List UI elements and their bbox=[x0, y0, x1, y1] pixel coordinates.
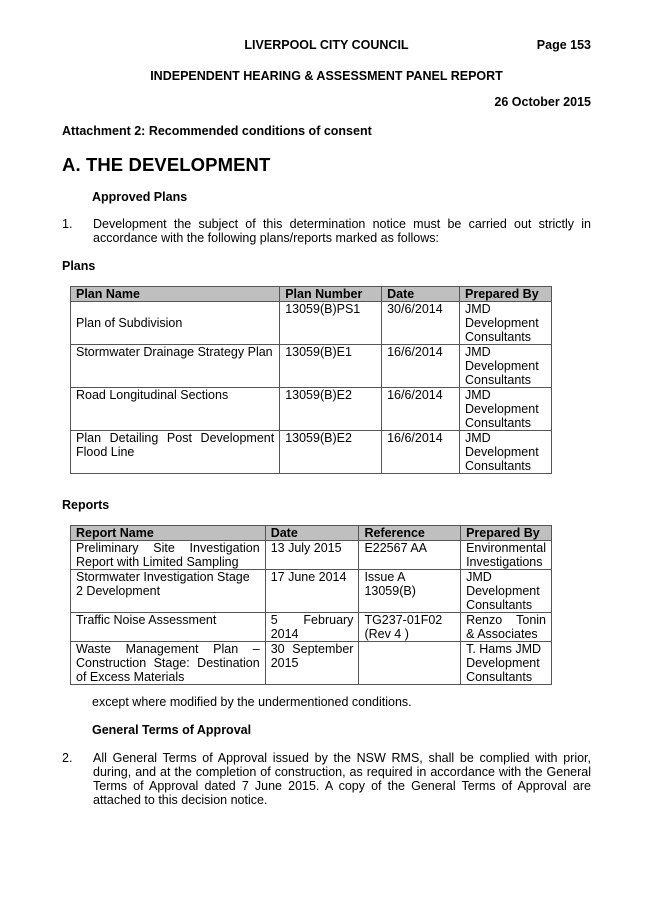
table-cell: 5 February 2014 bbox=[265, 613, 359, 642]
table-cell: 17 June 2014 bbox=[265, 570, 359, 613]
table-cell: Environmental Investigations bbox=[461, 541, 552, 570]
table-cell: Plan of Subdivision bbox=[71, 302, 280, 345]
column-header: Prepared By bbox=[460, 287, 552, 302]
table-header-row bbox=[71, 287, 552, 302]
table-cell: JMD Development Consultants bbox=[460, 431, 552, 474]
table-cell: Preliminary Site Investigation Report with Limited Sampling bbox=[71, 541, 266, 570]
condition-number: 2. bbox=[62, 751, 73, 765]
column-header: Plan Name bbox=[71, 287, 280, 302]
general-terms-heading: General Terms of Approval bbox=[92, 723, 252, 737]
table-cell: JMD Development Consultants bbox=[460, 302, 552, 345]
table-cell: 13059(B)E2 bbox=[280, 431, 382, 474]
table-cell: Stormwater Drainage Strategy Plan bbox=[71, 345, 280, 388]
column-header: Plan Number bbox=[280, 287, 382, 302]
table-row bbox=[71, 431, 552, 474]
plans-table bbox=[70, 286, 552, 474]
column-header: Date bbox=[265, 526, 359, 541]
table-cell: Plan Detailing Post Development Flood Line bbox=[71, 431, 280, 474]
approved-plans-heading: Approved Plans bbox=[92, 190, 188, 204]
plans-label: Plans bbox=[62, 259, 96, 273]
table-row bbox=[71, 642, 552, 685]
report-date: 26 October 2015 bbox=[494, 95, 591, 109]
reports-table bbox=[70, 525, 552, 685]
table-row bbox=[71, 302, 552, 345]
section-title: A. THE DEVELOPMENT bbox=[62, 154, 271, 175]
table-cell: Renzo Tonin & Associates bbox=[461, 613, 552, 642]
report-title: INDEPENDENT HEARING & ASSESSMENT PANEL REPORT bbox=[150, 69, 503, 83]
column-header: Date bbox=[382, 287, 460, 302]
table-row bbox=[71, 541, 552, 570]
condition-2 bbox=[62, 751, 591, 809]
column-header: Prepared By bbox=[461, 526, 552, 541]
table-cell: 13059(B)E1 bbox=[280, 345, 382, 388]
table-cell: T. Hams JMD Development Consultants bbox=[461, 642, 552, 685]
table-cell: 30 September 2015 bbox=[265, 642, 359, 685]
table-cell: 13 July 2015 bbox=[265, 541, 359, 570]
table-cell: Road Longitudinal Sections bbox=[71, 388, 280, 431]
column-header: Report Name bbox=[71, 526, 266, 541]
table-header-row bbox=[71, 526, 552, 541]
condition-text: All General Terms of Approval issued by the NSW RMS, shall be complied with prior, during, and at the completion of construction, as required in accordance with the General Terms of Approval dated 7 June 2015. A copy of the General Terms of Approval are attached to this decision notice. bbox=[93, 751, 591, 807]
table-row bbox=[71, 570, 552, 613]
table-cell: Waste Management Plan – Construction Stage: Destination of Excess Materials bbox=[71, 642, 266, 685]
column-header: Reference bbox=[359, 526, 461, 541]
reports-label: Reports bbox=[62, 498, 110, 512]
condition-number: 1. bbox=[62, 217, 73, 231]
condition-text: Development the subject of this determination notice must be carried out strictly in accordance with the following plans/reports marked as follows: bbox=[93, 217, 591, 245]
table-cell: JMD Development Consultants bbox=[461, 570, 552, 613]
table-row bbox=[71, 388, 552, 431]
attachment-heading: Attachment 2: Recommended conditions of consent bbox=[62, 124, 372, 138]
table-row bbox=[71, 613, 552, 642]
table-cell: 30/6/2014 bbox=[382, 302, 460, 345]
council-name: LIVERPOOL CITY COUNCIL bbox=[244, 38, 409, 52]
table-cell: Stormwater Investigation Stage 2 Development bbox=[71, 570, 266, 613]
table-cell: 13059(B)PS1 bbox=[280, 302, 382, 345]
table-cell: 16/6/2014 bbox=[382, 388, 460, 431]
table-cell: Issue A 13059(B) bbox=[359, 570, 461, 613]
table-cell: JMD Development Consultants bbox=[460, 388, 552, 431]
table-row bbox=[71, 345, 552, 388]
table-cell bbox=[359, 642, 461, 685]
table-cell: JMD Development Consultants bbox=[460, 345, 552, 388]
table-cell: Traffic Noise Assessment bbox=[71, 613, 266, 642]
table-cell: 16/6/2014 bbox=[382, 345, 460, 388]
page-number: Page 153 bbox=[536, 38, 591, 52]
table-cell: 16/6/2014 bbox=[382, 431, 460, 474]
table-cell: 13059(B)E2 bbox=[280, 388, 382, 431]
table-cell: TG237-01F02 (Rev 4 ) bbox=[359, 613, 461, 642]
table-cell: E22567 AA bbox=[359, 541, 461, 570]
condition-1 bbox=[62, 217, 591, 247]
except-text: except where modified by the undermentioned conditions. bbox=[92, 695, 412, 709]
